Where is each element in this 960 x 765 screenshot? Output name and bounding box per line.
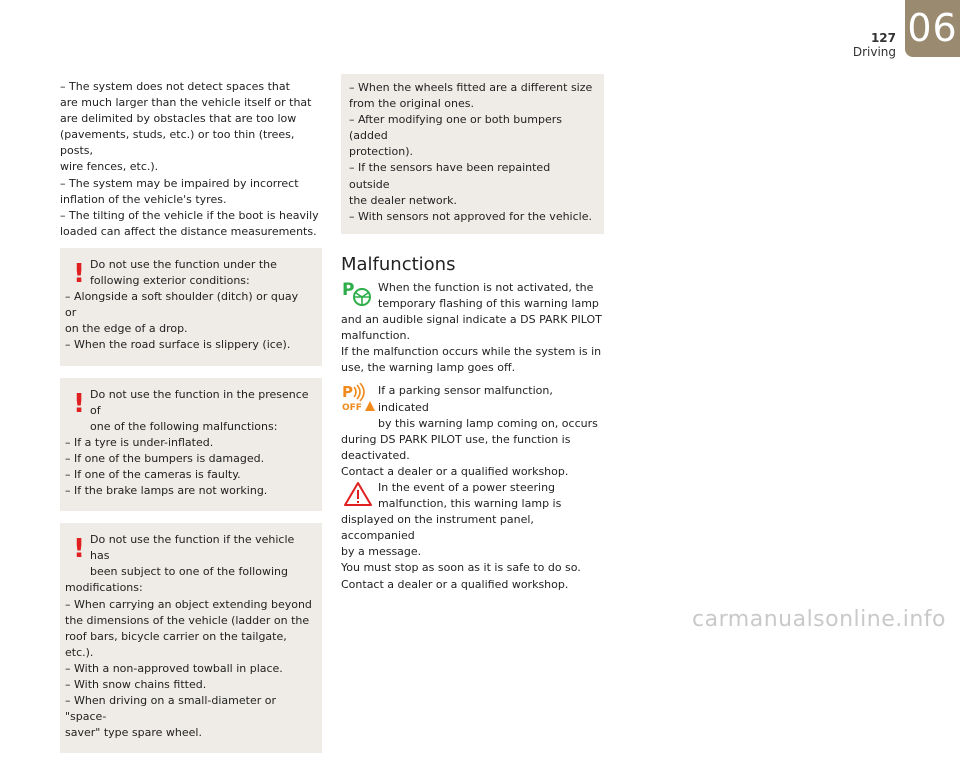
malfunction-park-assist — [341, 280, 604, 377]
text-line: – With snow chains fitted. — [65, 678, 207, 691]
warning-exclamation-icon: ! — [73, 258, 85, 289]
text-line: – With a non-approved towball in place. — [65, 661, 283, 675]
text-line: from the original ones. — [349, 97, 474, 111]
section-title: Driving — [852, 45, 896, 59]
malfunction-body — [341, 432, 604, 480]
text-line: and an audible signal indicate a DS PARK PILOT — [341, 313, 602, 327]
warning-body — [60, 289, 312, 353]
off-label: OFF — [342, 403, 362, 414]
text-line: You must stop as soon as it is safe to do so. — [341, 561, 581, 575]
malfunction-power-steering — [341, 480, 604, 593]
text-line: by this warning lamp coming on, occurs — [378, 416, 598, 430]
text-line: malfunction, this warning lamp is — [378, 497, 562, 511]
text-line: If the malfunction occurs while the system is in — [341, 345, 602, 359]
text-line: – When driving on a small-diameter or "space- — [65, 694, 276, 724]
intro-text — [60, 79, 322, 240]
text-line: Contact a dealer or a qualified workshop. — [341, 464, 569, 478]
text-line: If a parking sensor malfunction, indicated — [378, 384, 553, 414]
malfunctions-heading: Malfunctions — [341, 253, 456, 275]
text-line: – After modifying one or both bumpers (added — [349, 113, 562, 143]
text-line: – When carrying an object extending beyond — [65, 597, 312, 611]
text-line: malfunction. — [341, 329, 410, 343]
text-line: – If a tyre is under-inflated. — [65, 435, 214, 449]
text-line: protection). — [349, 145, 413, 159]
warning-box-modifications — [60, 523, 322, 753]
continued-list — [349, 80, 594, 225]
right-column — [341, 74, 604, 593]
parking-sensor-off-icon — [341, 383, 375, 414]
text-line: Do not use the function in the presence of — [90, 387, 309, 417]
text-line: – The tilting of the vehicle if the boot is heavily — [60, 208, 319, 222]
text-line: by a message. — [341, 545, 422, 559]
text-line: inflation of the vehicle's tyres. — [60, 192, 227, 206]
warning-intro — [60, 532, 312, 580]
warning-exclamation-icon: ! — [73, 388, 85, 419]
text-line: Do not use the function under the — [90, 257, 277, 271]
text-line: – If one of the cameras is faulty. — [65, 467, 241, 481]
text-line: – Alongside a soft shoulder (ditch) or quay or — [65, 290, 299, 320]
svg-text:P: P — [342, 383, 353, 402]
text-line: are much larger than the vehicle itself or that — [60, 96, 312, 110]
text-line: Contact a dealer or a qualified workshop. — [341, 577, 569, 591]
page-number: 127 — [870, 31, 896, 45]
text-line: use, the warning lamp goes off. — [341, 361, 516, 375]
text-line: are delimited by obstacles that are too low — [60, 112, 297, 126]
text-line: saver" type spare wheel. — [65, 726, 202, 740]
text-line: – When the wheels fitted are a different size — [349, 81, 593, 94]
text-line: wire fences, etc.). — [60, 160, 159, 174]
text-line: the dealer network. — [349, 193, 458, 207]
text-line: roof bars, bicycle carrier on the tailgate, etc.). — [65, 629, 287, 659]
text-line: Do not use the function if the vehicle has — [90, 533, 295, 563]
text-line: – The system does not detect spaces that — [60, 80, 290, 93]
text-line: – If one of the bumpers is damaged. — [65, 451, 265, 465]
text-line: – The system may be impaired by incorrect — [60, 176, 299, 190]
text-line: When the function is not activated, the — [378, 280, 594, 294]
text-line: loaded can affect the distance measurements. — [60, 224, 317, 238]
watermark: carmanualsonline.info — [692, 607, 946, 632]
warning-body — [60, 580, 312, 741]
text-line: modifications: — [65, 581, 143, 595]
malfunction-body — [341, 312, 604, 376]
text-line: the dimensions of the vehicle (ladder on the — [65, 613, 310, 627]
chapter-tab: 06 — [905, 0, 960, 57]
text-line: one of the following malfunctions: — [90, 419, 278, 433]
warning-box-exterior-conditions — [60, 248, 322, 366]
warning-box-malfunctions — [60, 378, 322, 512]
triangle-warning-icon — [341, 480, 375, 508]
text-line: deactivated. — [341, 448, 410, 462]
text-line: – If the sensors have been repainted outside — [349, 161, 551, 191]
text-line: – With sensors not approved for the vehicle. — [349, 209, 592, 223]
malfunction-intro — [341, 480, 604, 512]
warning-intro — [60, 257, 312, 289]
text-line: following exterior conditions: — [90, 274, 250, 288]
malfunction-intro — [341, 383, 604, 431]
malfunction-intro — [341, 280, 604, 312]
warning-exclamation-icon: ! — [73, 534, 85, 565]
malfunction-parking-sensor — [341, 383, 604, 480]
text-line: temporary flashing of this warning lamp — [378, 296, 599, 310]
left-column — [60, 79, 322, 765]
text-line: been subject to one of the following — [90, 565, 288, 579]
park-assist-warning-icon — [341, 280, 375, 308]
text-line: displayed on the instrument panel, accompanied — [341, 513, 534, 543]
warning-body — [60, 435, 312, 499]
text-line: (pavements, studs, etc.) or too thin (trees, posts, — [60, 128, 295, 158]
text-line: In the event of a power steering — [378, 480, 556, 494]
svg-text:P: P — [342, 279, 355, 300]
warning-intro — [60, 387, 312, 435]
text-line: during DS PARK PILOT use, the function is — [341, 432, 571, 446]
text-line: on the edge of a drop. — [65, 322, 188, 336]
text-line: – When the road surface is slippery (ice). — [65, 338, 291, 352]
text-line: – If the brake lamps are not working. — [65, 484, 268, 498]
continued-list-box — [341, 74, 604, 234]
malfunction-body — [341, 512, 604, 592]
